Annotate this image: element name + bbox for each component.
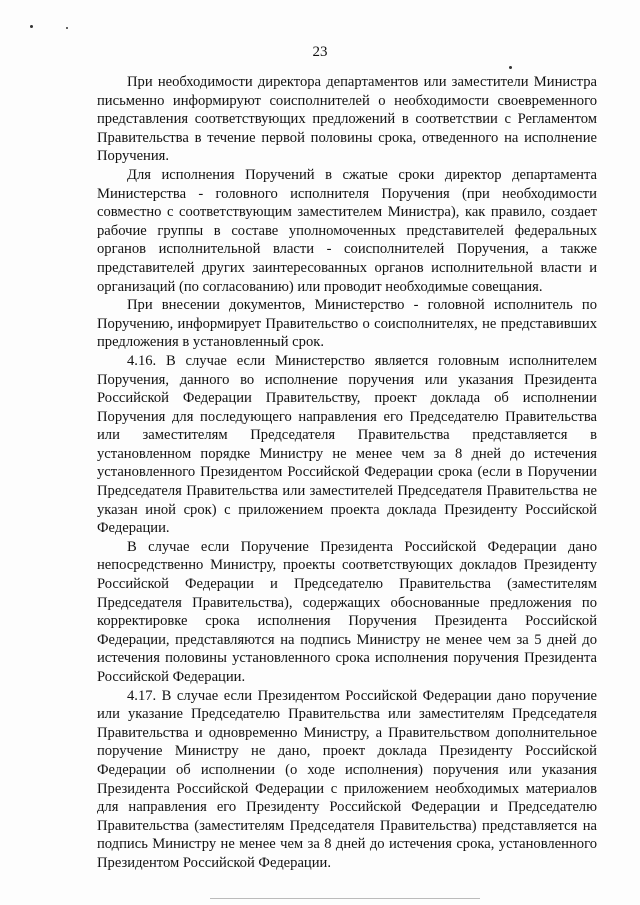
scan-speck xyxy=(66,27,68,29)
paragraph: При внесении документов, Министерство - головной исполнитель по Поручению, информирует Правительство о соисполнителях, не представивших предложения в установленный срок. xyxy=(97,297,597,351)
scan-edge-line xyxy=(210,898,480,899)
paragraph: В случае если Поручение Президента Российской Федерации дано непосредственно Министру, проекты соответствующих докладов Президенту Российской Федерации и Председателю Правительства (заместителям Председателя Правительства), содержащих обоснованные предложения по корректировке срока исполнения Поручения Президента Российской Федерации, представляются на подпись Министру не менее чем за 5 дней до истечения половины установленного срока исполнения поручения Президента Российской Федерации. xyxy=(97,538,597,685)
paragraph: При необходимости директора департаментов или заместители Министра письменно информируют соисполнителей о необходимости своевременного представления соответствующих предложений в соответствии с Регламентом Правительства в течение первой половины срока, отведенного на исполнение Поручения. xyxy=(97,74,597,165)
paragraph: Для исполнения Поручений в сжатые сроки директор департамента Министерства - головного исполнителя Поручения (при необходимости совместно с соответствующим заместителем Министра), как правило, создает рабочие группы в составе уполномоченных представителей федеральных органов исполнительной власти - соисполнителей Поручения, а также представителей других заинтересованных органов исполнительной власти и организаций (по согласованию) или проводит необходимые совещания. xyxy=(97,166,597,295)
page-number: 23 xyxy=(312,44,328,60)
paragraph: 4.17. В случае если Президентом Российской Федерации дано поручение или указание Председателю Правительства или заместителям Председателя Правительства и одновременно Министру, а Правительством дополнительное поручение Министру не дано, проект доклада Президенту Российской Федерации об исполнении (о ходе исполнения) поручения или указания Президента Российской Федерации с приложением необходимых материалов для направления его Президенту Российской Федерации и Председателю Правительства (заместителям Председателя Правительства) представляется на подпись Министру не менее чем за 8 дней до истечения срока, установленного Президентом Российской Федерации. xyxy=(97,687,597,871)
paragraph: 4.16. В случае если Министерство является головным исполнителем Поручения, данного во исполнение поручения или указания Президента Российской Федерации Правительству, проект доклада об исполнении Поручения для последующего направления его Председателю Правительства или заместителям Председателя Правительства представляется в установленном порядке Министру не менее чем за 8 дней до истечения установленного Президентом Российской Федерации срока (если в Поручении Председателя Правительства или заместителей Председателя Правительства не указан иной срок) с приложением проекта доклада Президенту Российской Федерации. xyxy=(97,352,597,537)
scan-speck xyxy=(509,66,512,69)
scan-speck xyxy=(30,25,33,28)
document-body xyxy=(97,73,597,873)
